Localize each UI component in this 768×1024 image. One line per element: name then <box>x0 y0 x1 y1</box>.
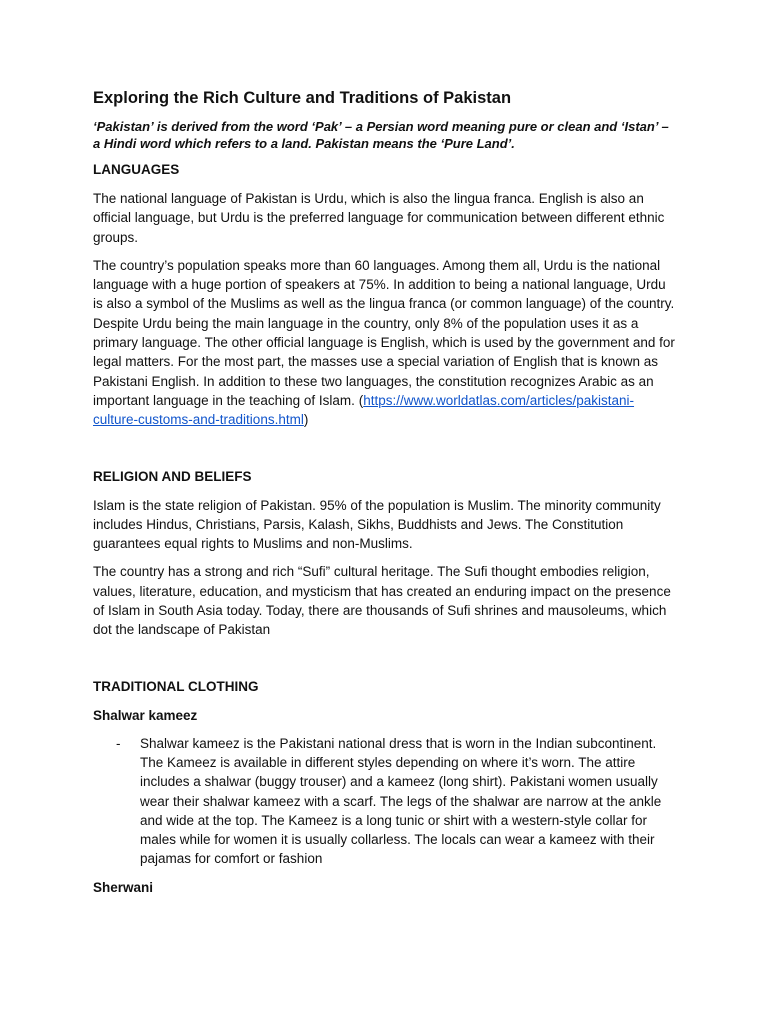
sherwani-heading: Sherwani <box>93 879 154 895</box>
section-spacer <box>93 439 678 467</box>
document-page <box>93 88 678 906</box>
worldatlas-link[interactable]: https://www.worldatlas.com/articles/pakistani-culture-customs-and-traditions.html <box>93 392 635 428</box>
shalwar-kameez-heading: Shalwar kameez <box>93 707 198 723</box>
clothing-heading: TRADITIONAL CLOTHING <box>93 678 259 694</box>
languages-paragraph-1: The national language of Pakistan is Urdu, which is also the lingua franca. English is also an official language, but Urdu is the preferred language for communication between different ethnic groups. <box>93 191 665 245</box>
languages-paragraph-2-text: The country’s population speaks more than 60 languages. Among them all, Urdu is the national language with a huge portion of speakers at 75%. In addition to being a national language, Urdu is also a symbol of the Muslims as well as the lingua franca (or common language) of the country. Despite Urdu being the main language in the country, only 8% of the population uses it as a primary language. The other official language is English, which is used by the government and for legal matters. For the most part, the masses use a special variation of English that is known as Pakistani English. In addition to these two languages, the constitution recognizes Arabic as an important language in the teaching of Islam. <box>93 257 675 408</box>
link-open-paren: ( <box>358 392 364 408</box>
link-close-paren: ) <box>303 412 309 428</box>
languages-paragraph-2 <box>93 256 678 430</box>
religion-heading: RELIGION AND BELIEFS <box>93 468 252 484</box>
bullet-dash: - <box>116 735 121 751</box>
intro-paragraph: ‘Pakistan’ is derived from the word ‘Pak’ – a Persian word meaning pure or clean and ‘Istan’ – a Hindi word which refers to a land. Pakistan means the ‘Pure Land’. <box>93 119 669 151</box>
shalwar-kameez-text: Shalwar kameez is the Pakistani national dress that is worn in the Indian subcontinent. The Kameez is available in different styles depending on where it’s worn. The attire includes a shalwar (buggy trouser) and a kameez (long shirt). Pakistani women usually wear their shalwar kameez with a scarf. The legs of the shalwar are narrow at the ankle and wide at the top. The Kameez is a long tunic or shirt with a western-style collar for males while for women it is usually collarless. The locals can wear a kameez with their pajamas for comfort or fashion <box>140 735 662 867</box>
list-item <box>93 734 678 869</box>
religion-paragraph-1: Islam is the state religion of Pakistan. 95% of the population is Muslim. The minority community includes Hindus, Christians, Parsis, Kalash, Sikhs, Buddhists and Jews. The Constitution guarantees equal rights to Muslims and non-Muslims. <box>93 497 661 552</box>
religion-paragraph-2: The country has a strong and rich “Sufi” cultural heritage. The Sufi thought embodies religion, values, literature, education, and mysticism that has created an enduring impact on the presence of Islam in South Asia today. Today, there are thousands of Sufi shrines and mausoleums, which dot the landscape of Pakistan <box>93 564 671 638</box>
languages-heading: LANGUAGES <box>93 162 180 177</box>
section-spacer <box>93 649 678 677</box>
document-title: Exploring the Rich Culture and Traditions of Pakistan <box>93 89 512 107</box>
